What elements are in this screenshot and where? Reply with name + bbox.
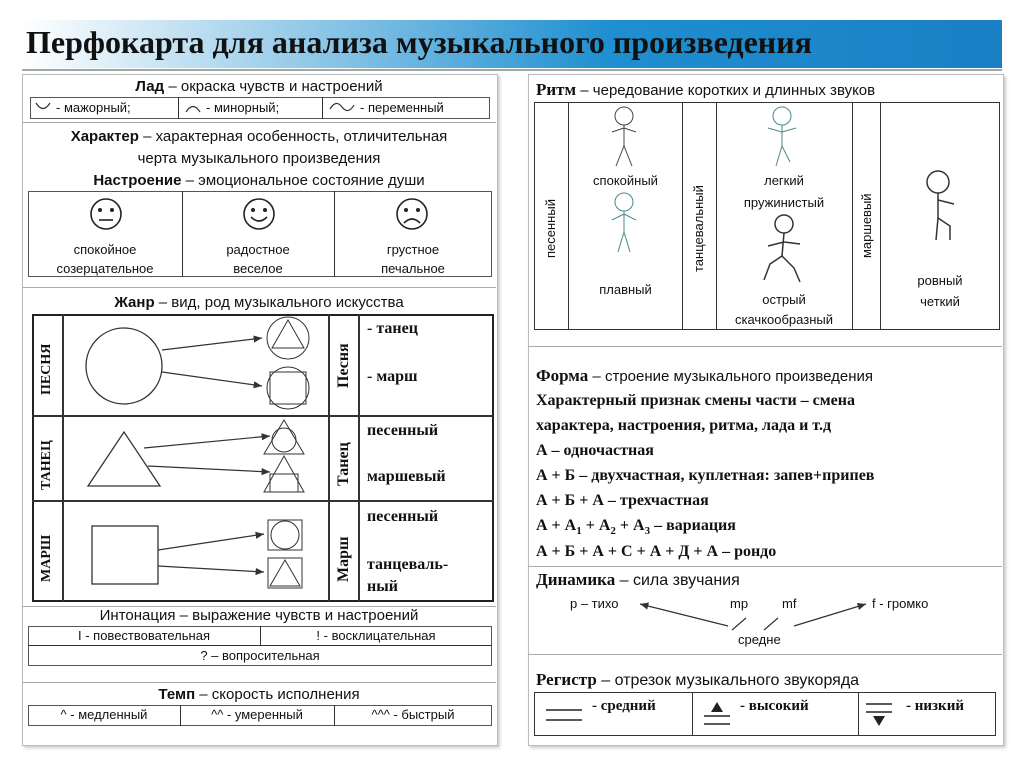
zhanr-col2 bbox=[328, 314, 330, 602]
variable-icon bbox=[328, 99, 356, 115]
registr-div1 bbox=[692, 692, 693, 736]
zhanr-march-b2: ный bbox=[367, 578, 398, 595]
zhanr-sub-march: Марш bbox=[335, 536, 352, 582]
figure-smooth-icon bbox=[606, 192, 642, 254]
temp-fast: ^^^ - быстрый bbox=[371, 707, 455, 722]
lad-variable: - переменный bbox=[360, 100, 444, 115]
dinamika-mp: mp bbox=[730, 596, 749, 611]
ritm-c4 bbox=[852, 102, 853, 330]
zhanr-sub-dance: Танец bbox=[335, 442, 352, 486]
zhanr-song-a: - танец bbox=[367, 320, 418, 337]
calm-face-icon bbox=[89, 197, 123, 231]
figure-sharp-icon bbox=[760, 214, 804, 284]
dinamika-arrows bbox=[628, 598, 878, 632]
zhanr-diagram bbox=[64, 316, 328, 600]
forma-heading: Форма – строение музыкального произведения bbox=[536, 366, 873, 385]
forma-line2: характера, настроения, ритма, лада и т.д bbox=[536, 417, 832, 434]
registr-div2 bbox=[858, 692, 859, 736]
mood-happy-2: веселое bbox=[233, 261, 283, 276]
mood-sad-2: печальное bbox=[381, 261, 445, 276]
intonacia-exclaim: ! - восклицательная bbox=[316, 628, 436, 643]
mood-sad-1: грустное bbox=[386, 242, 440, 257]
ritm-steady-2: четкий bbox=[920, 294, 960, 309]
into-div-h bbox=[28, 645, 492, 646]
minor-icon bbox=[184, 100, 202, 114]
zhanr-march-a: песенный bbox=[367, 508, 439, 525]
zhanr-label-march: МАРШ bbox=[39, 534, 54, 582]
divider bbox=[528, 654, 1002, 655]
zhanr-heading: Жанр – вид, род музыкального искусства bbox=[114, 294, 404, 311]
intonacia-heading: Интонация – выражение чувств и настроений bbox=[99, 607, 419, 624]
harakter-line2: черта музыкального произведения bbox=[137, 150, 381, 167]
divider bbox=[22, 287, 496, 288]
dinamika-p: p – тихо bbox=[570, 596, 619, 611]
temp-slow: ^ - медленный bbox=[60, 707, 148, 722]
intonacia-question: ? – вопросительная bbox=[200, 648, 320, 663]
forma-line3: А – одночастная bbox=[536, 442, 654, 459]
dance-triangle-icon bbox=[88, 432, 160, 486]
registr-middle: - средний bbox=[592, 698, 656, 714]
harakter-line1: Характер – характерная особенность, отличительная bbox=[70, 128, 448, 145]
zhanr-march-b1: танцеваль- bbox=[367, 556, 449, 573]
zhanr-label-song: ПЕСНЯ bbox=[39, 343, 54, 395]
register-middle-icon bbox=[544, 702, 584, 726]
ritm-sharp-2: скачкообразный bbox=[735, 312, 833, 327]
register-high-icon bbox=[702, 700, 732, 728]
ritm-march-label: маршевый bbox=[859, 193, 874, 258]
lad-major: - мажорный; bbox=[56, 100, 131, 115]
ritm-dance-label: танцевальный bbox=[691, 185, 706, 272]
ritm-heading: Ритм – чередование коротких и длинных звуков bbox=[536, 80, 876, 99]
title-bar bbox=[22, 20, 1002, 68]
zhanr-col3 bbox=[358, 314, 360, 602]
ritm-song-label: песенный bbox=[543, 199, 558, 258]
ritm-steady-1: ровный bbox=[917, 273, 963, 288]
lad-minor: - минорный; bbox=[206, 100, 280, 115]
sad-face-icon bbox=[395, 197, 429, 231]
lad-div2 bbox=[322, 97, 323, 119]
nastroenie-heading: Настроение – эмоциональное состояние души bbox=[93, 172, 425, 189]
happy-face-icon bbox=[242, 197, 276, 231]
divider bbox=[528, 566, 1002, 567]
march-square-icon bbox=[92, 526, 158, 584]
song-circle-icon bbox=[86, 328, 162, 404]
ritm-smooth: плавный bbox=[599, 282, 652, 297]
lad-div1 bbox=[178, 97, 179, 119]
zhanr-dance-a: песенный bbox=[367, 422, 439, 439]
figure-calm-icon bbox=[606, 106, 642, 168]
temp-heading: Темп – скорость исполнения bbox=[158, 686, 360, 703]
registr-low: - низкий bbox=[906, 698, 964, 714]
divider bbox=[22, 682, 496, 683]
mood-happy-1: радостное bbox=[226, 242, 290, 257]
ritm-calm: спокойный bbox=[593, 173, 658, 188]
dinamika-heading: Динамика – сила звучания bbox=[536, 570, 740, 589]
ritm-light-2: пружинистый bbox=[743, 195, 825, 210]
forma-line4: А + Б – двухчастная, куплетная: запев+припев bbox=[536, 467, 875, 484]
forma-line5: А + Б + А – трехчастная bbox=[536, 492, 709, 509]
zhanr-sub-song: Песня bbox=[335, 343, 352, 388]
page-title: Перфокарта для анализа музыкального произведения bbox=[26, 24, 812, 60]
divider bbox=[528, 346, 1002, 347]
ritm-sharp-1: острый bbox=[762, 292, 806, 307]
register-low-icon bbox=[864, 700, 894, 728]
zhanr-label-dance: ТАНЕЦ bbox=[39, 440, 54, 490]
figure-light-icon bbox=[764, 106, 800, 168]
mood-calm-2: созерцательное bbox=[56, 261, 154, 276]
dinamika-mf: mf bbox=[782, 596, 797, 611]
divider bbox=[22, 122, 496, 123]
temp-moderate: ^^ - умеренный bbox=[211, 707, 303, 722]
forma-line6: $А + А_1 + А_2 + А_3$ – вариация bbox=[536, 517, 736, 538]
major-icon bbox=[34, 100, 52, 114]
dinamika-mid: средне bbox=[738, 632, 781, 647]
forma-line7: А + Б + А + С + А + Д + А – рондо bbox=[536, 543, 777, 560]
mood-calm-1: спокойное bbox=[73, 242, 137, 257]
forma-line1: Характерный признак смены части – смена bbox=[536, 392, 855, 409]
zhanr-dance-b: маршевый bbox=[367, 468, 446, 485]
zhanr-song-b: - марш bbox=[367, 368, 418, 385]
title-divider bbox=[22, 69, 1002, 71]
ritm-light-1: легкий bbox=[764, 173, 804, 188]
ritm-c2 bbox=[682, 102, 683, 330]
intonacia-narrative: I - повествовательная bbox=[78, 628, 210, 643]
dinamika-f: f - громко bbox=[872, 596, 929, 611]
registr-high: - высокий bbox=[740, 698, 809, 714]
registr-heading: Регистр – отрезок музыкального звукоряда bbox=[536, 670, 860, 689]
figure-march-icon bbox=[922, 170, 958, 242]
lad-heading: Лад – окраска чувств и настроений bbox=[135, 78, 383, 95]
